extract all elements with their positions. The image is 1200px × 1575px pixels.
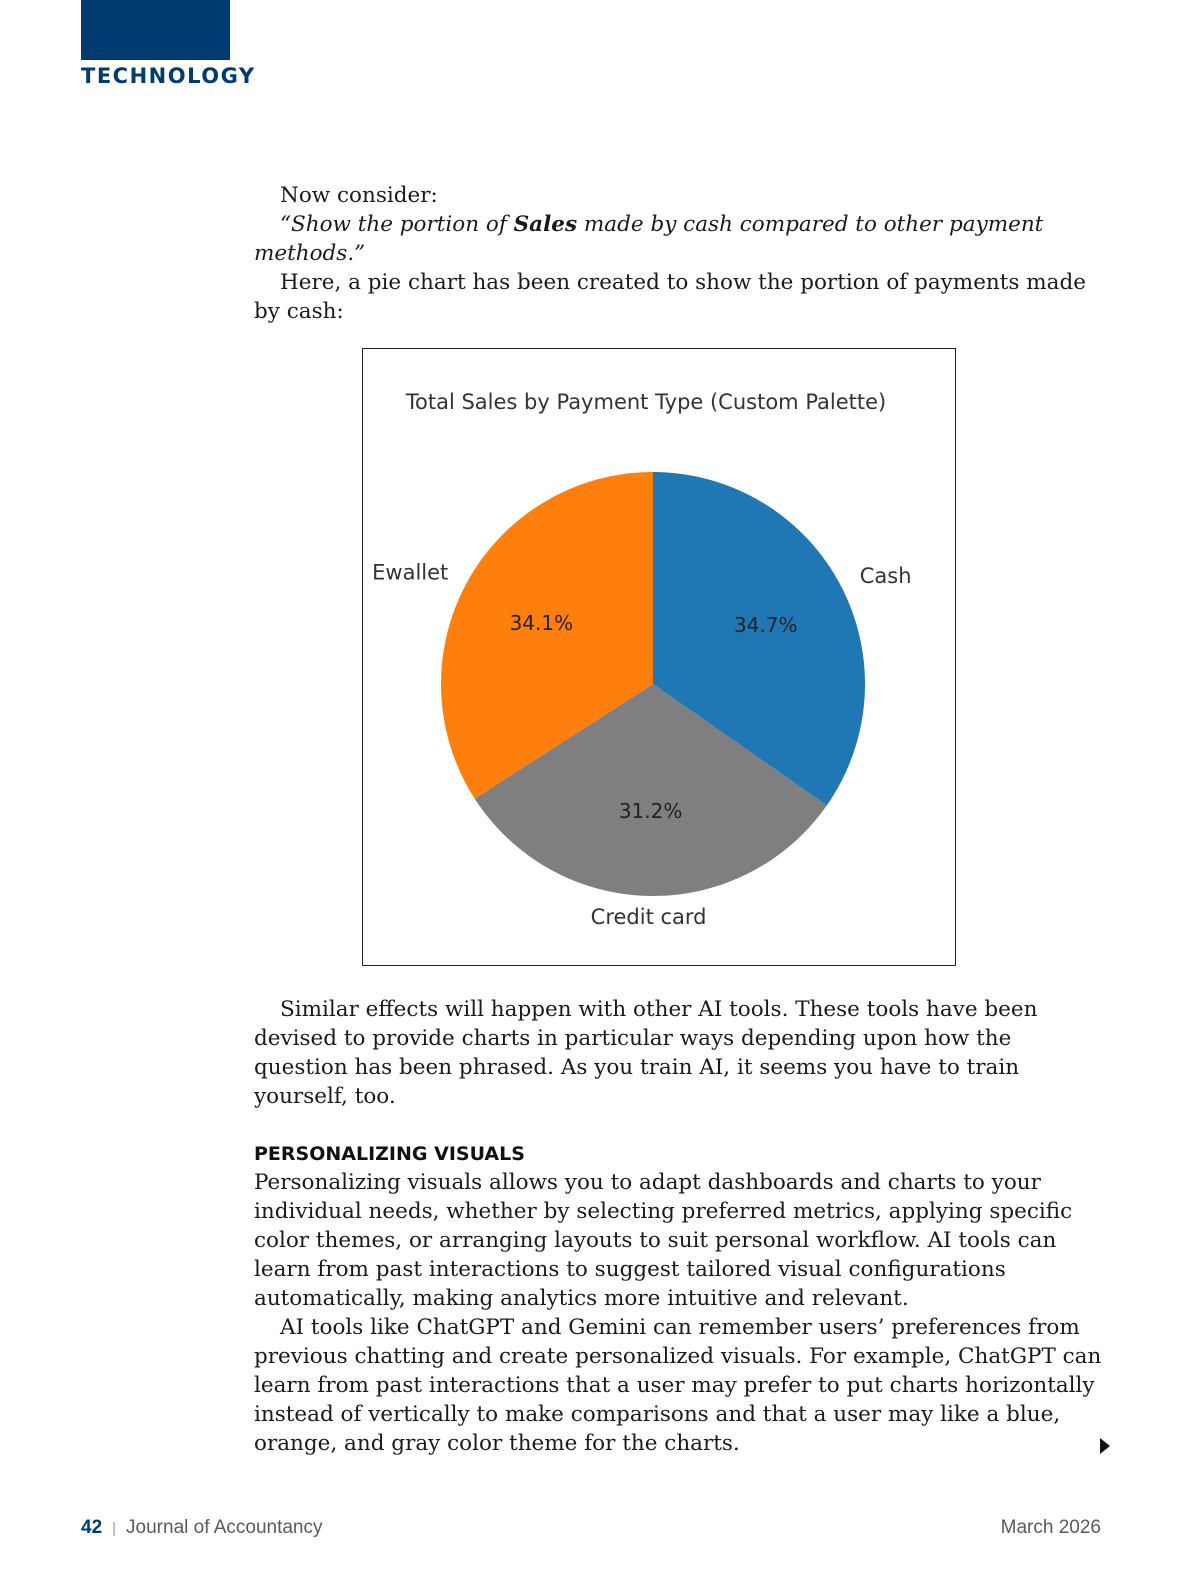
footer-separator: | [112,1520,117,1537]
journal-name: Journal of Accountancy [126,1517,323,1538]
slice-label-ewallet: Ewallet [372,560,449,585]
after-chart-block [254,995,1104,1111]
quote-bold-term: Sales [513,212,578,237]
pct-label-credit-card: 31.2% [618,799,683,824]
section-color-block [81,0,230,60]
slice-label-cash: Cash [859,564,912,589]
section-heading: PERSONALIZING VISUALS [254,1143,525,1165]
page-number: 42 [81,1517,103,1538]
pct-label-ewallet: 34.1% [509,611,574,636]
continue-arrow-icon [1100,1438,1110,1454]
slice-label-credit-card: Credit card [590,905,707,930]
intro-block [254,181,1104,326]
personalizing-paragraph-2: AI tools like ChatGPT and Gemini can remember users’ preferences from previous chatting and create personalized visuals. For example, ChatGPT can learn from past interactions that a user may prefer to put charts horizontally instead of vertically to make comparisons and that a user may like a blue, orange, and gray color theme for the charts. [254,1315,1102,1456]
personalizing-section [254,1140,1104,1458]
intro-lead: Now consider: [280,183,438,208]
footer-left [81,1517,323,1539]
section-label: TECHNOLOGY [81,64,256,88]
pie-chart-figure [362,348,956,966]
personalizing-paragraph-1: Personalizing visuals allows you to adapt dashboards and charts to your individual needs, whether by selecting preferred metrics, applying specific color themes, or arranging layouts to suit personal workflow. AI tools can learn from past interactions to suggest tailored visual configurations automatically, making analytics more intuitive and relevant. [254,1170,1073,1311]
quote-text-after: made by cash compared to other payment methods.” [254,212,1044,266]
issue-date: March 2026 [1000,1517,1101,1538]
intro-quote [254,210,1104,268]
chart-title: Total Sales by Payment Type (Custom Palette) [405,390,887,414]
intro-explanation: Here, a pie chart has been created to show the portion of payments made by cash: [254,270,1086,324]
after-chart-paragraph: Similar effects will happen with other AI tools. These tools have been devised to provide charts in particular ways depending upon how the question has been phrased. As you train AI, it seems you have to train yourself, too. [254,997,1038,1109]
pie-chart [363,349,957,967]
quote-text-before: “Show the portion of [280,212,514,237]
pct-label-cash: 34.7% [734,613,798,638]
